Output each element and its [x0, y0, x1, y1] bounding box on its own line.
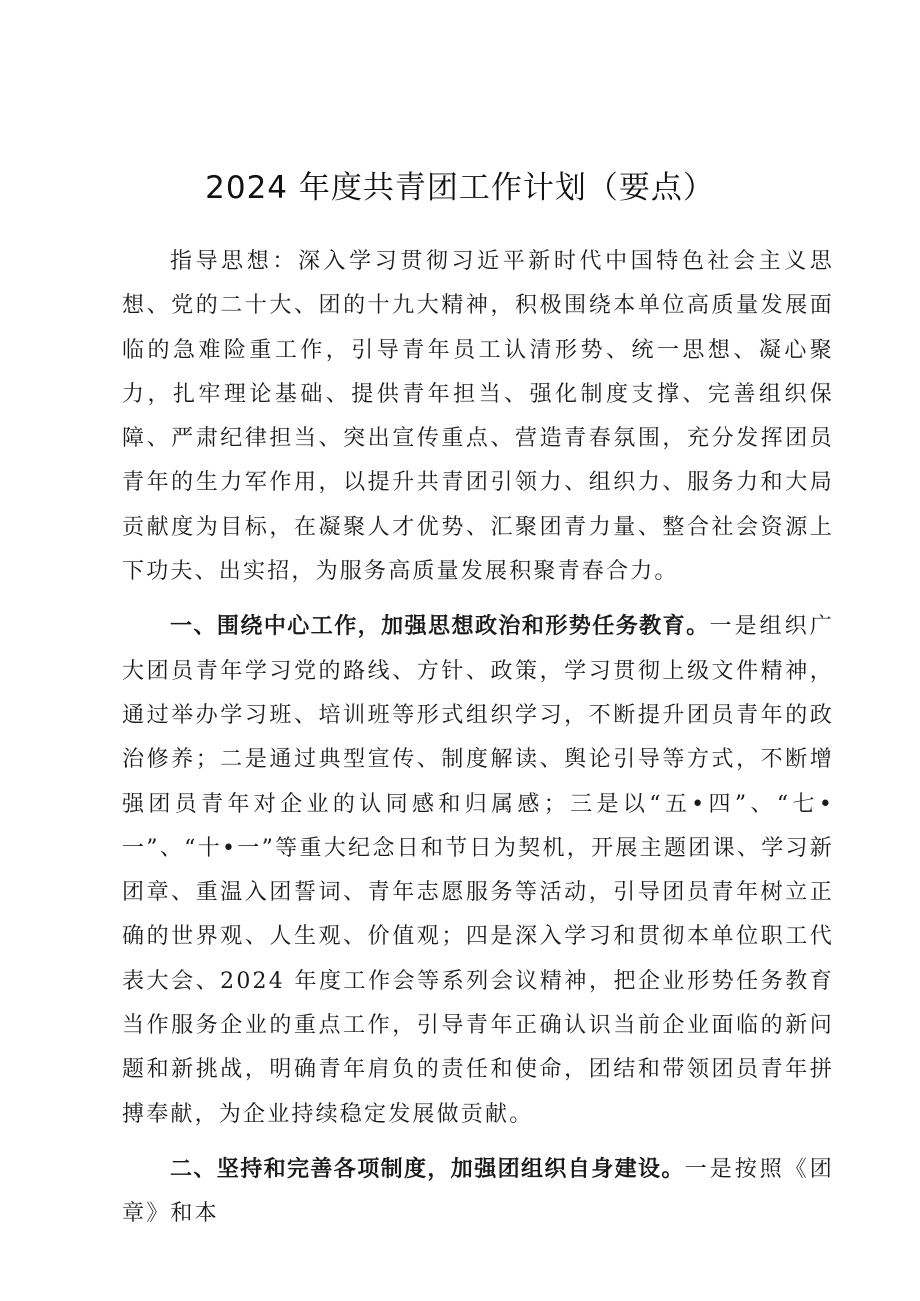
section-1-body: 一是组织广大团员青年学习党的路线、方针、政策，学习贯彻上级文件精神，通过举办学习班、培训班等形式组织学习，不断提升团员青年的政治修养；二是通过典型宣传、制度解读、舆论引导等方式，不断增强团员青年对企业的认同感和归属感；三是以“五•四”、“七•一”、“十•一”等重大纪念日和节日为契机，开展主题团课、学习新团章、重温入团誓词、青年志愿服务等活动，引导团员青年树立正确的世界观、人生观、价值观；四是深入学习和贯彻本单位职工代表大会、2024 年度工作会等系列会议精神，把企业形势任务教育当作服务企业的重点工作，引导青年正确认识当前企业面临的新问题和新挑战，明确青年肩负的责任和使命，团结和带领团员青年拼搏奉献，为企业持续稳定发展做贡献。 [122, 614, 834, 1127]
section-2-body: 一是按照《团章》和本 [122, 1156, 834, 1227]
section-2-paragraph [122, 1148, 834, 1237]
section-1-paragraph [122, 605, 834, 1137]
guiding-thought-paragraph: 指导思想：深入学习贯彻习近平新时代中国特色社会主义思想、党的二十大、团的十九大精神，积极围绕本单位高质量发展面临的急难险重工作，引导青年员工认清形势、统一思想、凝心聚力，扎牢理论基础、提供青年担当、强化制度支撑、完善组织保障、严肃纪律担当、突出宣传重点、营造青春氛围，充分发挥团员青年的生力军作用，以提升共青团引领力、组织力、服务力和大局贡献度为目标，在凝聚人才优势、汇聚团青力量、整合社会资源上下功夫、出实招，为服务高质量发展积聚青春合力。 [122, 249, 834, 585]
document-title: 2024 年度共青团工作计划（要点） [205, 170, 715, 206]
section-1-heading: 一、围绕中心工作，加强思想政治和形势任务教育。 [170, 614, 710, 640]
document-body [122, 240, 834, 1248]
section-2-heading: 二、坚持和完善各项制度，加强团组织自身建设。 [170, 1156, 685, 1182]
